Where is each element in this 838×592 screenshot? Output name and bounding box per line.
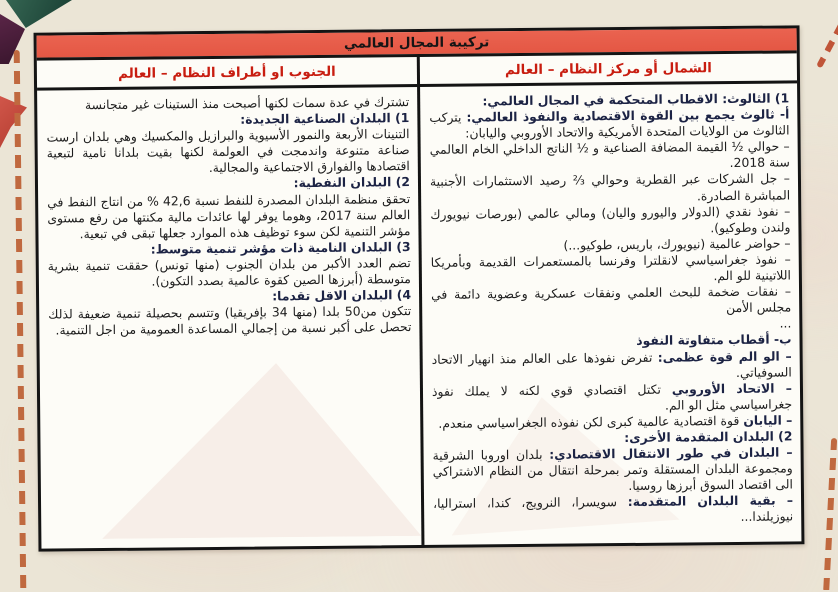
column-header-north-label: الشمال أو مركز النظام – العالم xyxy=(504,59,712,78)
bold-lead: – الاتحاد الأوروبي xyxy=(671,380,793,397)
corner-shape-red xyxy=(0,96,27,148)
perforation-dashes-left xyxy=(14,50,27,592)
table-title: تركيبة المجال العالمي xyxy=(343,34,490,52)
table-body-row xyxy=(37,83,801,548)
bold-lead: أ- ثالوث يجمع بين القوة الاقتصادية والنفوذ العالمي: xyxy=(466,106,790,125)
paragraph: – بقية البلدان المتقدمة: سويسرا، النرويج، كندا، استراليا، نيوزيلندا... xyxy=(432,492,794,525)
corner-shape-maroon xyxy=(0,14,25,64)
section-heading: ب- أقطاب متفاوتة النفوذ xyxy=(636,331,792,349)
column-body-south xyxy=(37,87,421,549)
paragraph: – البلدان في طور الانتقال الاقتصادي: بلدان اوروبا الشرقية ومجموعة البلدان المستقلة وتمر بمرحلة انتقال من النظام الاشتراكي الى اقتصاد السوق أبرزها روسيا. xyxy=(432,444,793,494)
section-heading: 3) البلدان النامية ذات مؤشر تنمية متوسط: xyxy=(150,238,411,257)
paragraph: – نفقات ضخمة للبحث العلمي ونفقات عسكرية وعضوية دائمة في مجلس الأمن xyxy=(430,283,792,316)
world-structure-table xyxy=(34,25,805,551)
paragraph: – الو الم قوة عظمى: تفرض نفوذها على العالم منذ انهيار الاتحاد السوفياتي. xyxy=(431,347,792,380)
paragraph: تتكون من50 بلدا (منها 34 بإفريقيا) وتتسم بحصيلة تنمية ضعيفة لذلك تحصل على أكبر نسبة من إجمالي المساعدة العمومية من اجل التنمية. xyxy=(48,303,412,338)
section-heading: 2) البلدان المتقدمة الأخرى: xyxy=(624,428,793,446)
paragraph: أ- ثالوث يجمع بين القوة الاقتصادية والنفوذ العالمي: يتركب الثالوث من الولايات المتحدة الأمريكية والاتحاد الأوروبي واليابان: xyxy=(429,106,790,141)
paragraph: – الاتحاد الأوروبي تكتل اقتصادي قوي لكنه لا يملك نفوذ جغراسياسي مثل الو الم. xyxy=(431,380,793,413)
paragraph: التنينات الأربعة والنمور الأسيوية والبرازيل والمكسيك وهي بلدان ارست صناعة متنوعة واندمجت في العولمة لكنها بقيت بلدانا نامية لتبعية اقتصادها والفوارق الاجتماعية والمجالية. xyxy=(46,126,410,176)
paragraph: – حواضر عالمية (نيويورك، باريس، طوكيو...) xyxy=(563,235,791,253)
section-heading: 4) البلدان الاقل تقدما: xyxy=(272,287,412,304)
column-body-north xyxy=(417,83,801,545)
paragraph: – نفوذ نقدي (الدولار واليورو واليان) ومالي عالمي (بورصات نيويورك ولندن وطوكيو). xyxy=(430,203,791,235)
corner-shape-green xyxy=(6,0,72,28)
section-heading: 2) البلدان النفطية: xyxy=(293,174,411,191)
column-header-south-label: الجنوب او أطراف النظام – العالم xyxy=(118,63,336,82)
bold-lead: – الو الم قوة عظمى: xyxy=(657,347,792,365)
bold-lead: – اليابان xyxy=(743,412,793,428)
bold-lead: – بقية البلدان المتقدمة: xyxy=(627,492,794,510)
paragraph: تشترك في عدة سمات لكنها أصبحت منذ الستينات غير متجانسة xyxy=(84,94,410,113)
paragraph: – نفوذ جغراسياسي لانقلترا وفرنسا بالمستعمرات القديمة وبأمريكا اللاتينية للو الم. xyxy=(430,251,791,284)
paragraph: تضم العدد الأكبر من بلدان الجنوب (منها تونس) حققت تنمية بشرية متوسطة (أبرزها الصين كقوة عالمية بصدد التكون). xyxy=(47,255,411,289)
perforation-dashes-top-right xyxy=(816,0,838,68)
paragraph: – حوالي ½ القيمة المضافة الصناعية و ½ الناتج الداخلي الخام العالمي سنة 2018. xyxy=(429,138,790,171)
column-header-south xyxy=(37,57,417,88)
column-header-north xyxy=(417,53,797,84)
paragraph: – اليابان قوة اقتصادية عالمية كبرى لكن نفوذه الجغراسياسي منعدم. xyxy=(438,412,793,431)
section-heading: 1) البلدان الصناعية الجديدة: xyxy=(240,110,410,127)
section-heading: 1) الثالوث: الاقطاب المتحكمة في المجال العالمي: xyxy=(482,90,790,109)
paragraph: – جل الشركات عبر القطرية وحوالي ⅔ رصيد الاستثمارات الأجنبية المباشرة الصادرة. xyxy=(429,170,791,203)
bold-lead: – البلدان في طور الانتقال الاقتصادي: xyxy=(549,444,793,462)
paragraph: ... xyxy=(779,315,792,331)
perforation-dashes-right xyxy=(823,438,837,592)
paragraph: تحقق منظمة البلدان المصدرة للنفط نسبة 42,6 % من انتاج النفط في العالم سنة 2017، وهوما يوفر لها عائدات مالية مكنتها من رفع مستوى مؤشر التنمية لكن سوء توظيف هذه الموارد جعلها تبقى في تبعية. xyxy=(47,190,411,242)
